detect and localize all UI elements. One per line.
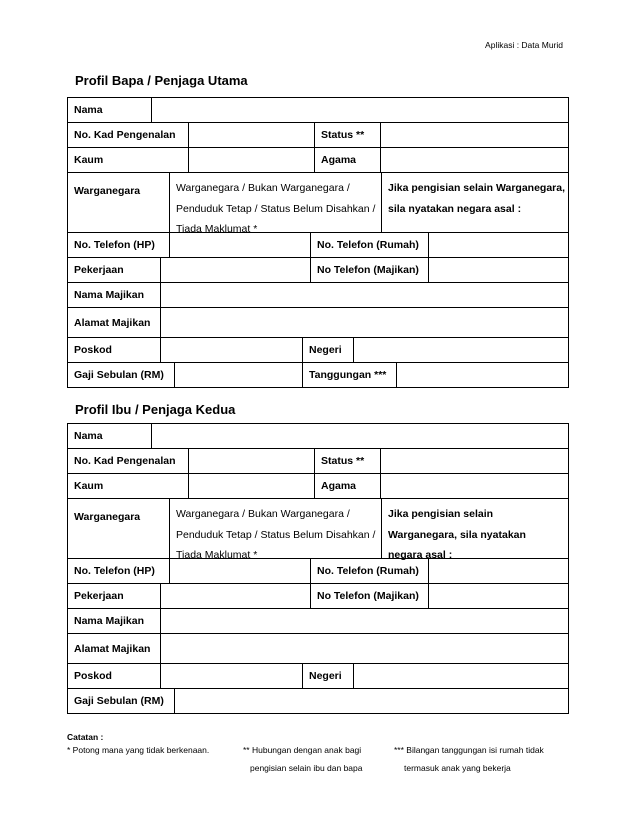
father-row-telefon [67, 232, 569, 258]
mother-tel-majikan-label: No Telefon (Majikan) [310, 584, 428, 608]
mother-alamat-majikan-input[interactable] [160, 634, 568, 663]
mother-gaji-input[interactable] [174, 689, 568, 713]
father-kaum-input[interactable] [188, 148, 314, 172]
mother-section-title: Profil Ibu / Penjaga Kedua [75, 402, 236, 417]
father-warganegara-label: Warganegara [74, 185, 141, 197]
father-poskod-label: Poskod [74, 344, 112, 356]
father-alamat-majikan-input[interactable] [160, 308, 568, 337]
mother-row-poskod [67, 663, 569, 689]
mother-negeri-input[interactable] [353, 664, 568, 688]
mother-agama-input[interactable] [380, 474, 568, 498]
mother-row-kaum [67, 473, 569, 499]
mother-alamat-majikan-label: Alamat Majikan [74, 642, 151, 655]
father-row-gaji [67, 362, 569, 388]
note-2 [243, 741, 362, 777]
father-row-nama-majikan [67, 282, 569, 308]
father-nama-input[interactable] [151, 98, 568, 122]
father-tel-hp-label: No. Telefon (HP) [74, 239, 155, 251]
father-section-title: Profil Bapa / Penjaga Utama [75, 73, 248, 88]
note-3-line: termasuk anak yang bekerja [404, 763, 511, 773]
father-negeri-label: Negeri [302, 338, 353, 362]
father-citizen-options[interactable] [169, 173, 381, 235]
mother-pekerjaan-input[interactable] [160, 584, 310, 608]
father-nama-majikan-input[interactable] [160, 283, 568, 307]
father-tanggungan-input[interactable] [396, 363, 568, 387]
mother-pekerjaan-label: Pekerjaan [74, 590, 124, 602]
mother-tel-hp-input[interactable] [169, 559, 310, 583]
mother-kaum-input[interactable] [188, 474, 314, 498]
father-status-label: Status ** [314, 123, 380, 147]
father-negeri-input[interactable] [353, 338, 568, 362]
father-citizen-line: Tiada Maklumat * [176, 223, 258, 235]
mother-foreign-line: negara asal : [388, 549, 453, 561]
father-citizen-line: Penduduk Tetap / Status Belum Disahkan / [176, 202, 376, 215]
mother-poskod-input[interactable] [160, 664, 302, 688]
mother-row-kad [67, 448, 569, 474]
father-alamat-majikan-label: Alamat Majikan [74, 316, 151, 329]
mother-citizen-options[interactable] [169, 499, 381, 561]
father-tel-hp-input[interactable] [169, 233, 310, 257]
mother-tel-majikan-input[interactable] [428, 584, 568, 608]
father-row-warganegara [67, 172, 569, 233]
mother-row-nama [67, 423, 569, 449]
father-citizen-line: Warganegara / Bukan Warganegara / [176, 182, 350, 194]
mother-nama-input[interactable] [151, 424, 568, 448]
father-kad-label: No. Kad Pengenalan [74, 129, 176, 141]
father-row-kaum [67, 147, 569, 173]
father-nama-label: Nama [74, 104, 103, 116]
father-tel-rumah-label: No. Telefon (Rumah) [310, 233, 428, 257]
father-gaji-input[interactable] [174, 363, 302, 387]
father-agama-label: Agama [314, 148, 380, 172]
mother-kaum-label: Kaum [74, 480, 104, 492]
father-poskod-input[interactable] [160, 338, 302, 362]
mother-nama-label: Nama [74, 430, 103, 442]
father-foreign-line: sila nyatakan negara asal : [388, 202, 522, 215]
mother-row-pekerjaan [67, 583, 569, 609]
note-3-line: *** Bilangan tanggungan isi rumah tidak [394, 745, 544, 755]
mother-row-alamat-majikan [67, 633, 569, 664]
mother-foreign-line: Warganegara, sila nyatakan [388, 528, 526, 541]
father-nama-majikan-label: Nama Majikan [74, 289, 145, 301]
father-gaji-label: Gaji Sebulan (RM) [74, 369, 164, 381]
mother-citizen-line: Warganegara / Bukan Warganegara / [176, 508, 350, 520]
note-2-line: ** Hubungan dengan anak bagi [243, 745, 362, 755]
mother-nama-majikan-label: Nama Majikan [74, 615, 145, 627]
notes-title: Catatan : [67, 732, 104, 742]
note-1 [67, 741, 209, 759]
father-row-poskod [67, 337, 569, 363]
father-tel-majikan-input[interactable] [428, 258, 568, 282]
mother-row-warganegara [67, 498, 569, 559]
father-status-input[interactable] [380, 123, 568, 147]
mother-tel-rumah-input[interactable] [428, 559, 568, 583]
father-tel-majikan-label: No Telefon (Majikan) [310, 258, 428, 282]
mother-citizen-line: Penduduk Tetap / Status Belum Disahkan / [176, 528, 376, 541]
note-2-line: pengisian selain ibu dan bapa [250, 763, 363, 773]
father-row-pekerjaan [67, 257, 569, 283]
app-tag: Aplikasi : Data Murid [485, 40, 563, 50]
father-row-kad [67, 122, 569, 148]
mother-foreign-line: Jika pengisian selain [388, 508, 494, 520]
father-agama-input[interactable] [380, 148, 568, 172]
mother-row-telefon [67, 558, 569, 584]
mother-row-nama-majikan [67, 608, 569, 634]
father-kad-input[interactable] [188, 123, 314, 147]
mother-nama-majikan-input[interactable] [160, 609, 568, 633]
mother-poskod-label: Poskod [74, 670, 112, 682]
father-foreign-line: Jika pengisian selain Warganegara, [388, 182, 566, 194]
father-pekerjaan-input[interactable] [160, 258, 310, 282]
mother-citizen-line: Tiada Maklumat * [176, 549, 258, 561]
mother-agama-label: Agama [314, 474, 380, 498]
mother-kad-input[interactable] [188, 449, 314, 473]
father-foreign-country[interactable] [381, 173, 568, 232]
father-row-nama [67, 97, 569, 123]
mother-row-gaji [67, 688, 569, 714]
father-tanggungan-label: Tanggungan *** [302, 363, 396, 387]
mother-status-input[interactable] [380, 449, 568, 473]
father-pekerjaan-label: Pekerjaan [74, 264, 124, 276]
note-1-line: * Potong mana yang tidak berkenaan. [67, 745, 210, 755]
mother-foreign-country[interactable] [381, 499, 568, 561]
mother-gaji-label: Gaji Sebulan (RM) [74, 695, 164, 707]
mother-status-label: Status ** [314, 449, 380, 473]
father-row-alamat-majikan [67, 307, 569, 338]
father-kaum-label: Kaum [74, 154, 104, 166]
father-tel-rumah-input[interactable] [428, 233, 568, 257]
note-3 [394, 741, 544, 777]
mother-warganegara-label: Warganegara [74, 511, 141, 523]
mother-negeri-label: Negeri [302, 664, 353, 688]
mother-tel-hp-label: No. Telefon (HP) [74, 565, 155, 577]
mother-kad-label: No. Kad Pengenalan [74, 455, 176, 467]
mother-tel-rumah-label: No. Telefon (Rumah) [310, 559, 428, 583]
